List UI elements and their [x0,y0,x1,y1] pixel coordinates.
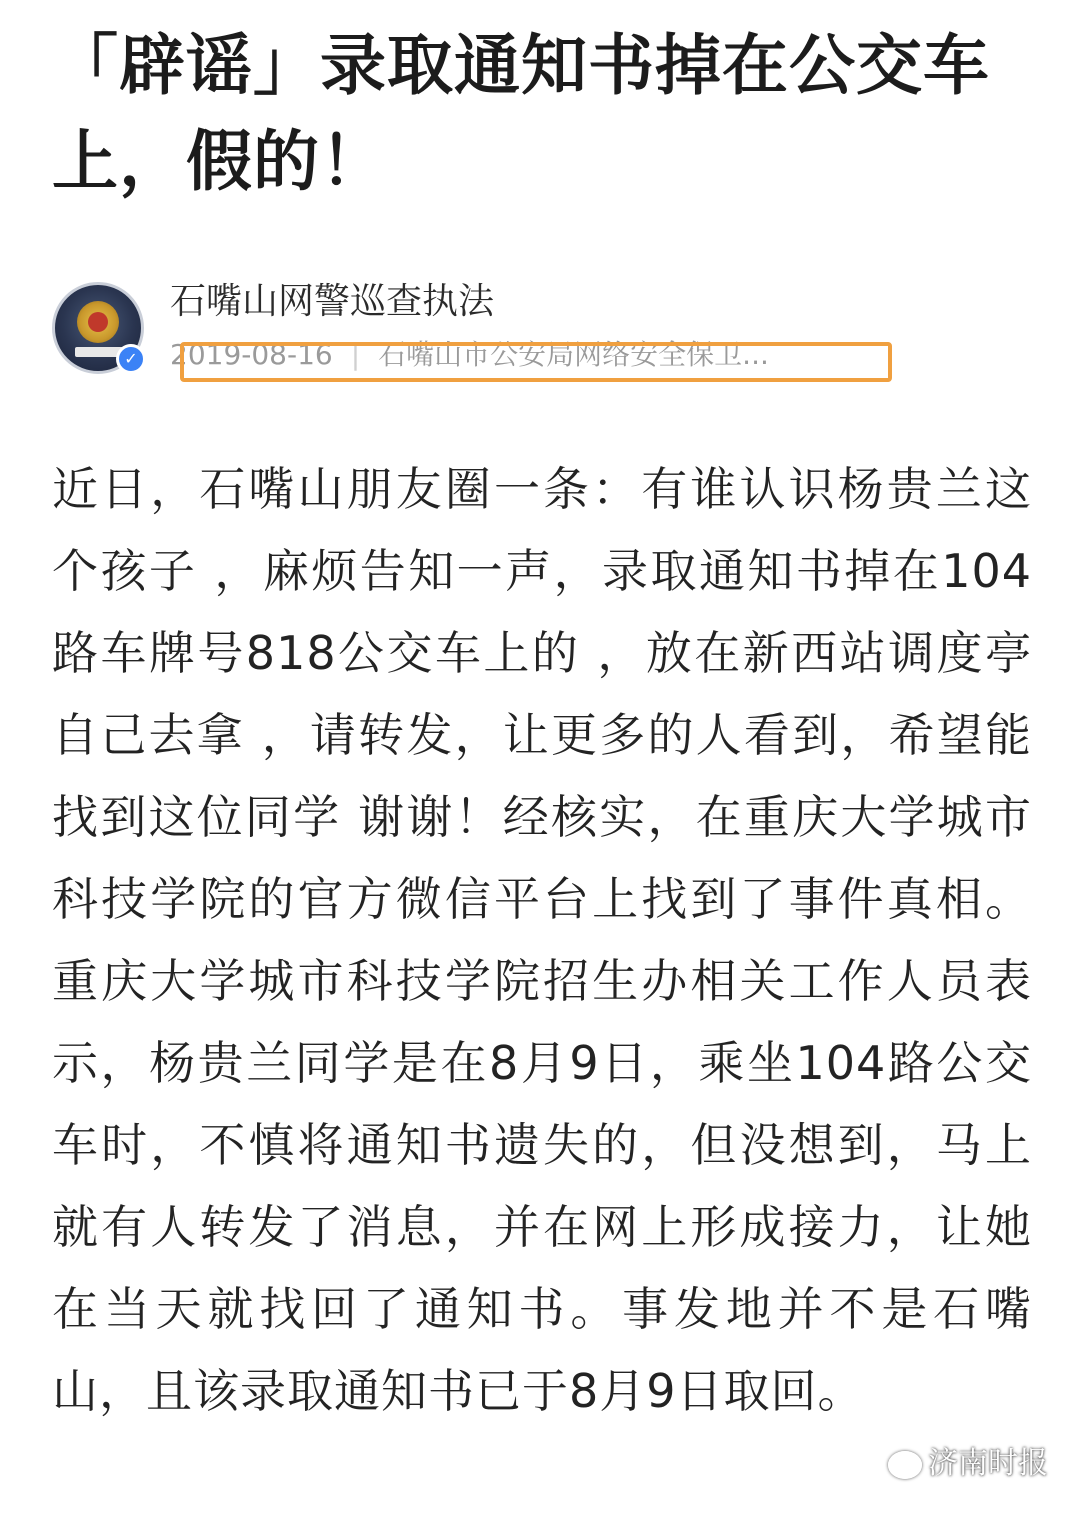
publish-date: 2019-08-16 [170,338,333,371]
wechat-icon [888,1451,922,1479]
watermark-text: 济南时报 [928,1446,1048,1481]
author-organization: 石嘴山市公安局网络安全保卫... [378,338,769,371]
article-body: 近日，石嘴山朋友圈一条：有谁认识杨贵兰这个孩子 ，麻烦告知一声，录取通知书掉在104路车牌号818公交车上的 ，放在新西站调度亭 自己去拿 ，请转发，让更多的人看到，希望能找到这位同学 谢谢！经核实，在重庆大学城市科技学院的官方微信平台上找到了事件真相。重庆大学城市科技学院招生办相关工作人员表示，杨贵兰同学是在8月9日，乘坐104路公交车时，不慎将通知书遗失的，但没想到，马上就有人转发了消息，并在网上形成接力，让她在当天就找回了通知书。事发地并不是石嘴山，且该录取通知书已于8月9日取回。 [52,462,1032,1418]
author-block[interactable] [52,282,1032,392]
highlight-box [180,342,892,382]
article-title: 「辟谣」录取通知书掉在公交车上，假的！ [52,27,990,200]
emblem-icon [77,301,119,343]
verified-badge-icon: ✓ [116,344,146,374]
author-name[interactable]: 石嘴山网警巡查执法 [170,281,495,322]
watermark [888,1444,1048,1484]
meta-divider: | [350,338,361,371]
